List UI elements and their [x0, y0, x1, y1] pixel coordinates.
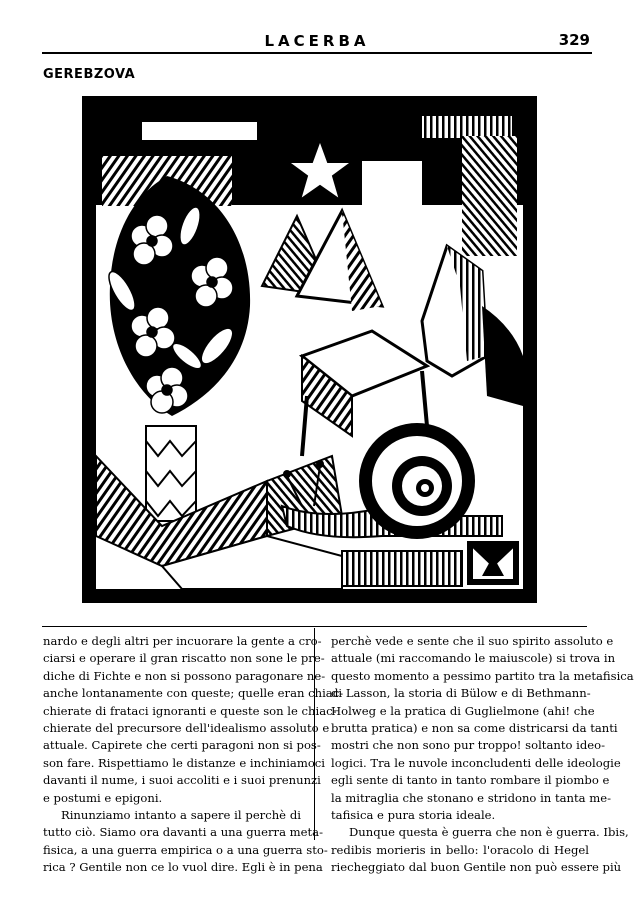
text-line: la mitraglia che stonano e stridono in tanta me- [331, 790, 612, 805]
text-line: davanti il nume, i suoi accoliti e i suoi prenunzi [43, 773, 321, 788]
text-line: anche lontanamente con queste; quelle eran chiac- [43, 686, 344, 701]
text-line: perchè vede e sente che il suo spirito assoluto e [331, 634, 614, 648]
text-line: redibis morieris in bello: l'oracolo di Hegel [331, 842, 589, 857]
text-line: Rinunziamo intanto a sapere il perchè di [61, 808, 301, 823]
text-line: chierate del precursore dell'idealismo assoluto e [43, 721, 330, 736]
column-top-rule [42, 626, 587, 627]
text-line: ciarsi e operare il gran riscatto non sone le pre- [43, 651, 325, 666]
text-line: brutta pratica) e non sa come districarsi da tanti [331, 721, 618, 736]
text-line: tutto ciò. Siamo ora davanti a una guerra meta- [43, 825, 324, 840]
text-line: attuale. Capirete che certi paragoni non si pos- [43, 738, 321, 753]
text-line: nardo e degli altri per incuorare la gente a cro- [43, 634, 322, 648]
text-line: mostri che non sono pur troppo! soltanto ideo- [331, 738, 606, 753]
text-line: fisica, a una guerra empirica o a una guerra sto- [43, 842, 328, 857]
text-line: rica ? Gentile non ce lo vuol dire. Egli è in pena [43, 860, 323, 875]
text-line: attuale (mi raccomando le maiuscole) si trova in [331, 651, 616, 666]
artwork-caption: GEREBZOVA [43, 67, 136, 82]
journal-title: LACERBA [264, 32, 370, 50]
text-line: chierate di frataci ignoranti e queste son le chiac- [43, 703, 337, 718]
article-right-column [331, 633, 634, 877]
text-line: Dunque questa è guerra che non è guerra. Ibis, [349, 825, 629, 840]
running-header [42, 30, 592, 54]
text-line: questo momento a pessimo partito tra la metafisica [331, 668, 634, 683]
text-line: Holweg e la pratica di Guglielmone (ahi! che [331, 703, 595, 718]
page-number: 329 [558, 31, 590, 49]
woodcut-illustration [82, 96, 537, 603]
text-line: egli sente di tanto in tanto rombare il piombo e [331, 773, 610, 788]
text-line: logici. Tra le nuvole inconcludenti delle ideologie [331, 755, 621, 770]
text-line: tafisica e pura storia ideale. [331, 808, 496, 823]
text-line: e postumi e epigoni. [43, 790, 163, 805]
text-line: son fare. Rispettiamo le distanze e inchiniamoci [43, 755, 326, 770]
article-left-column [43, 633, 344, 877]
text-line: diche di Fichte e non si possono paragonare ne- [43, 668, 326, 683]
text-line: riecheggiato dal buon Gentile non può essere più [331, 860, 622, 875]
text-line: di Lasson, la storia di Bülow e di Bethmann- [331, 686, 591, 701]
